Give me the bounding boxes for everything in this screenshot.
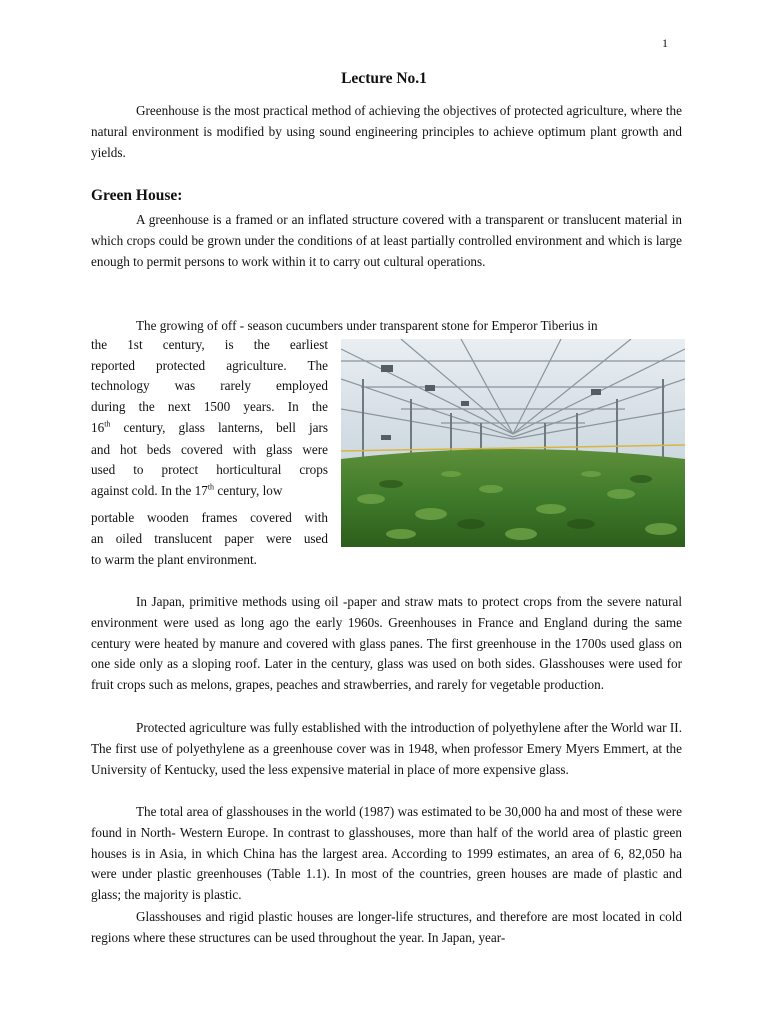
- glasshouses-paragraph: Glasshouses and rigid plastic houses are longer-life structures, and therefore are most located in cold regions where these structures can be used throughout the year. In Japan, year-: [91, 909, 682, 945]
- page-number: 1: [662, 36, 668, 50]
- history-line: to warm the plant environment.: [91, 552, 257, 567]
- japan-paragraph: In Japan, primitive methods using oil -paper and straw mats to protect crops from the severe natural environment were used as long ago the early 1960s. Greenhouses in France and England during the same century were heated by manure and covered with glass panes. The first greenhouse in the 1700s used glass on one side only as a sloping roof. Later in the century, glass was used on both sides. Glasshouses were used for fruit crops such as melons, grapes, peaches and strawberries, and rarely for vegetable production.: [91, 594, 682, 693]
- history-line: an oiled translucent paper were used: [91, 531, 328, 546]
- history-first-line: The growing of off - season cucumbers under transparent stone for Emperor Tiberius in: [136, 318, 598, 333]
- polyethylene-paragraph: Protected agriculture was fully established with the introduction of polyethylene after the World war II. The first use of polyethylene as a greenhouse cover was in 1948, when professor Emery Myers Emmert, at the University of Kentucky, used the less expensive material in place of more expensive glass.: [91, 720, 682, 777]
- definition-paragraph: A greenhouse is a framed or an inflated structure covered with a transparent or translucent material in which crops could be grown under the conditions of at least partially controlled environment and which is large enough to permit persons to work within it to carry out cultural operations.: [91, 212, 682, 269]
- lecture-title: Lecture No.1: [341, 70, 427, 87]
- intro-paragraph: Greenhouse is the most practical method of achieving the objectives of protected agriculture, where the natural environment is modified by using sound engineering principles to achieve optimum plant growth and yields.: [91, 103, 682, 160]
- history-text: 16: [91, 420, 105, 435]
- history-text: against cold. In the 17: [91, 483, 208, 498]
- history-text: century, low: [214, 483, 283, 498]
- history-text: century, glass lanterns, bell jars: [110, 420, 328, 435]
- history-line: during the next 1500 years. In the: [91, 399, 328, 414]
- superscript: th: [104, 419, 111, 429]
- area-paragraph: The total area of glasshouses in the world (1987) was estimated to be 30,000 ha and most of these were found in North- Western Europe. In contrast to glasshouses, more than half of the world area of plastic green houses is in Asia, in which China has the largest area. According to 1999 estimates, an area of 6, 82,050 ha were under plastic greenhouses (Table 1.1). In most of the countries, green houses are made of plastic and glass; the majority is plastic.: [91, 804, 682, 903]
- history-line: and hot beds covered with glass were: [91, 442, 328, 457]
- history-line: portable wooden frames covered with: [91, 510, 328, 525]
- history-line: the 1st century, is the earliest: [91, 337, 328, 352]
- history-line: reported protected agriculture. The: [91, 358, 328, 373]
- superscript: th: [207, 482, 215, 492]
- greenhouse-photo: [341, 339, 685, 547]
- history-line-16th: [91, 418, 328, 439]
- history-line: technology was rarely employed: [91, 378, 328, 393]
- greenhouse-illustration: [341, 339, 685, 547]
- history-line-17th: [91, 481, 328, 502]
- history-line: used to protect horticultural crops: [91, 462, 328, 477]
- section-heading: Green House:: [91, 187, 183, 204]
